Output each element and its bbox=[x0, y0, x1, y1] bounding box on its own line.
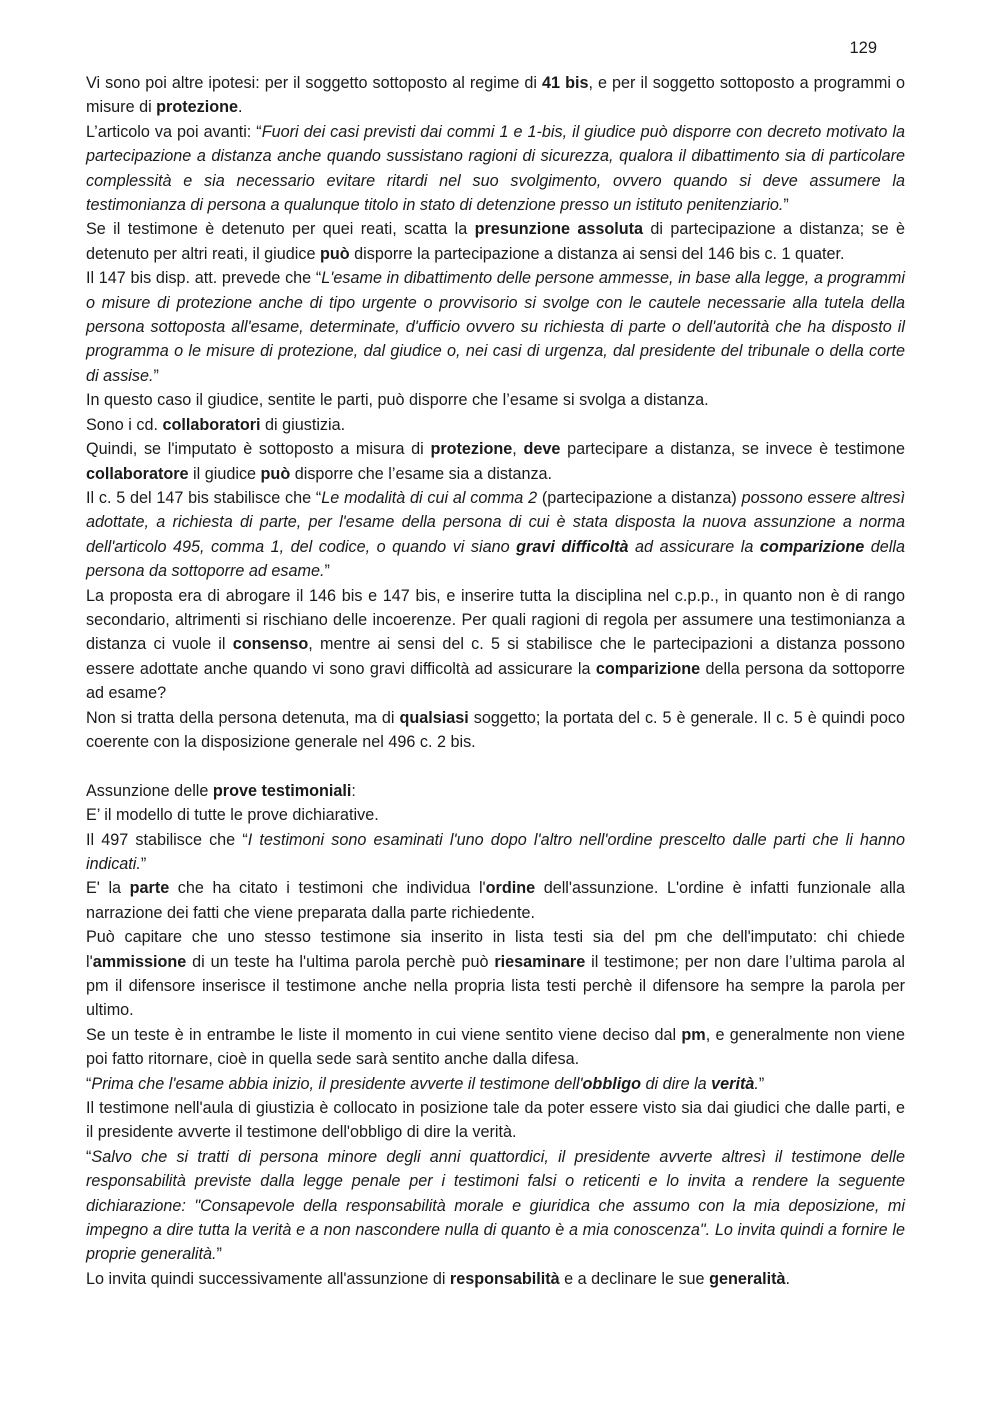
paragraph bbox=[86, 266, 905, 388]
blank-line bbox=[86, 754, 905, 778]
bold-text: parte bbox=[129, 879, 170, 898]
paragraph bbox=[86, 925, 905, 1023]
italic-text: Prima che l'esame abbia inizio, il presidente avverte il testimone dell' bbox=[91, 1074, 583, 1093]
bold-text: generalità bbox=[709, 1269, 786, 1288]
text-run: soggetto; la portata del c. 5 è generale. Il c. 5 è quindi poco coerente con la disposizione generale nel 496 c. 2 bis. bbox=[86, 708, 905, 751]
italic-text: I testimoni sono esaminati l'uno dopo l'altro nell'ordine prescelto dalle parti che li hanno indicati. bbox=[86, 830, 905, 873]
paragraph bbox=[86, 437, 905, 486]
bold-text: protezione bbox=[430, 440, 513, 459]
text-run: Se un teste è in entrambe le liste il momento in cui viene sentito viene deciso dal bbox=[86, 1025, 682, 1044]
text-run: ” bbox=[153, 366, 159, 385]
italic-text: ad assicurare la bbox=[628, 537, 760, 556]
bold-text: può bbox=[260, 464, 291, 483]
italic-text: . bbox=[754, 1074, 759, 1093]
text-run: dell'assunzione. L'ordine è infatti funzionale alla narrazione dei fatti che viene preparata dalla parte richiedente. bbox=[86, 879, 906, 922]
bold-text: verità bbox=[711, 1074, 755, 1093]
text-run: “ bbox=[86, 1147, 92, 1166]
text-run: Lo invita quindi successivamente all'assunzione di bbox=[86, 1269, 450, 1288]
bold-text: riesaminare bbox=[494, 952, 586, 971]
paragraph bbox=[86, 876, 905, 925]
paragraph bbox=[86, 1096, 905, 1145]
text-run: disporre la partecipazione a distanza ai sensi del 146 bis c. 1 quater. bbox=[349, 244, 845, 263]
text-run: Vi sono poi altre ipotesi: per il soggetto sottoposto al regime di bbox=[86, 74, 543, 92]
text-run: ” bbox=[140, 854, 147, 873]
text-run: che ha citato i testimoni che individua l' bbox=[169, 879, 486, 898]
text-run: Sono i cd. bbox=[86, 415, 163, 434]
paragraph bbox=[86, 1145, 905, 1267]
text-run: Il c. 5 del 147 bis stabilisce che “ bbox=[86, 488, 322, 507]
text-run: e a declinare le sue bbox=[559, 1269, 710, 1288]
italic-text: L'esame in dibattimento delle persone ammesse, in base alla legge, a programmi o misure di protezione anche di tipo urgente o provvisorio si svolge con le cautele necessarie alla tutela della persona sottoposta all'esame, determinate, d'ufficio ovvero su richiesta di parte o dell'autorità che ha disposto il programma o le misure di protezione, dal giudice o, nei casi di urgenza, dal presidente del tribunale o della corte di assise. bbox=[86, 269, 905, 385]
paragraph bbox=[86, 803, 905, 827]
bold-text: può bbox=[319, 244, 350, 263]
text-run: Quindi, se l'imputato è sottoposto a misura di bbox=[86, 440, 431, 459]
text-run: . bbox=[238, 98, 243, 117]
text-run: Assunzione delle bbox=[86, 781, 213, 800]
text-run: Se il testimone è detenuto per quei reati, scatta la bbox=[86, 220, 475, 239]
text-run: (partecipazione a distanza) bbox=[537, 488, 742, 507]
bold-text: comparizione bbox=[595, 659, 701, 678]
bold-text: prove testimoniali bbox=[212, 781, 352, 800]
italic-text: possono essere altresì adottate, a richiesta di parte, per l'esame della persona di cui è stata disposta la nuova assunzione a norma dell'articolo 495, comma 1, del codice, o quando vi siano bbox=[86, 488, 905, 556]
bold-text: qualsiasi bbox=[399, 708, 469, 727]
paragraph bbox=[86, 1267, 905, 1291]
page-number: 129 bbox=[849, 39, 877, 57]
text-run: Il 497 stabilisce che “ bbox=[86, 830, 248, 849]
italic-text: Salvo che si tratti di persona minore degli anni quattordici, il presidente avverte altresì il testimone delle responsabilità previste dalla legge penale per i testimoni falsi o reticenti e lo invita a rendere la seguente dichiarazione: "Consapevole della responsabilità morale e giuridica che assumo con la mia deposizione, mi impegno a dire tutta la verità e a non nascondere nulla di quanto è a mia conoscenza". Lo invita quindi a fornire le proprie generalità. bbox=[86, 1147, 905, 1264]
text-run: di un teste ha l'ultima parola perchè può bbox=[186, 952, 495, 971]
paragraph bbox=[86, 1023, 905, 1072]
bold-text: gravi difficoltà bbox=[516, 537, 629, 556]
bold-text: comparizione bbox=[759, 537, 865, 556]
bold-text: protezione bbox=[156, 98, 239, 117]
text-run: Non si tratta della persona detenuta, ma di bbox=[86, 708, 400, 727]
text-run: di giustizia. bbox=[260, 415, 346, 434]
italic-text: della persona da sottoporre ad esame. bbox=[86, 537, 905, 581]
bold-text: presunzione assoluta bbox=[474, 220, 644, 239]
text-run: il testimone; per non dare l’ultima parola al pm il difensore inserisce il testimone anche nella propria lista testi perchè il difensore ha sempre la parola per ultimo. bbox=[86, 952, 905, 1020]
paragraph bbox=[86, 584, 905, 706]
text-run: : bbox=[351, 781, 356, 800]
text-run: E' la bbox=[86, 879, 130, 898]
text-run: ” bbox=[758, 1074, 765, 1093]
paragraph bbox=[86, 388, 905, 412]
text-run: , e generalmente non viene poi fatto ritornare, cioè in quella sede sarà sentito anche dalla difesa. bbox=[86, 1025, 905, 1069]
text-run: E’ il modello di tutte le prove dichiarative. bbox=[86, 806, 379, 825]
text-run: della persona da sottoporre ad esame? bbox=[86, 659, 906, 703]
bold-text: pm bbox=[681, 1025, 706, 1044]
text-run: Può capitare che uno stesso testimone sia inserito in lista testi sia del pm che dell'imputato: chi chiede l' bbox=[86, 928, 905, 971]
text-run: “ bbox=[86, 1074, 92, 1093]
paragraph bbox=[86, 1072, 905, 1096]
text-run: il giudice bbox=[188, 464, 261, 483]
text-run: disporre che l’esame sia a distanza. bbox=[290, 464, 553, 483]
text-run: di partecipazione a distanza; se è detenuto per altri reati, il giudice bbox=[86, 220, 906, 263]
bold-text: collaboratore bbox=[86, 464, 189, 483]
text-run: , e per il soggetto sottoposto a programmi o misure di bbox=[86, 74, 905, 117]
text-run: In questo caso il giudice, sentite le parti, può disporre che l’esame si svolga a distanza. bbox=[86, 391, 709, 410]
bold-text: obbligo bbox=[582, 1074, 641, 1093]
bold-text: responsabilità bbox=[449, 1269, 560, 1288]
bold-text: ordine bbox=[485, 879, 536, 898]
bold-text: deve bbox=[523, 440, 561, 459]
paragraph bbox=[86, 120, 905, 218]
text-run: partecipare a distanza, se invece è testimone bbox=[560, 440, 905, 459]
bold-text: consenso bbox=[232, 635, 309, 654]
paragraph bbox=[86, 217, 905, 266]
text-run: , mentre ai sensi del c. 5 si stabilisce che le partecipazioni a distanza possono essere adottate anche quando vi sono gravi difficoltà ad assicurare la bbox=[86, 635, 905, 678]
text-run: . bbox=[785, 1269, 791, 1288]
paragraph bbox=[86, 413, 905, 437]
paragraph bbox=[86, 71, 905, 120]
bold-text: ammissione bbox=[92, 952, 187, 971]
text-run: La proposta era di abrogare il 146 bis e 147 bis, e inserire tutta la disciplina nel c.p.p., in quanto non è di rango secondario, altrimenti si rischiano delle incoerenze. Per quali ragioni di regola per assumere una testimonianza a distanza ci vuole il bbox=[86, 586, 905, 654]
paragraph bbox=[86, 486, 905, 584]
bold-text: 41 bis bbox=[542, 74, 589, 92]
paragraph bbox=[86, 706, 905, 755]
text-run: ” bbox=[783, 196, 789, 215]
text-run: L’articolo va poi avanti: “ bbox=[86, 122, 262, 141]
text-run: Il testimone nell'aula di giustizia è collocato in posizione tale da poter essere visto sia dai giudici che dalle parti, e il presidente avverte il testimone dell'obbligo di dire la verità. bbox=[86, 1099, 905, 1142]
text-run: , bbox=[512, 440, 524, 459]
italic-text: di dire la bbox=[640, 1074, 712, 1093]
italic-text: Fuori dei casi previsti dai commi 1 e 1-bis, il giudice può disporre con decreto motivato la partecipazione a distanza anche quando sussistano ragioni di sicurezza, qualora il dibattimento sia di particolare complessità e sia necessario evitare ritardi nel suo svolgimento, ovvero quando si deve assumere la testimonianza di persona a qualunque titolo in stato di detenzione presso un istituto penitenziario. bbox=[86, 122, 905, 215]
paragraph bbox=[86, 828, 905, 877]
text-run: ” bbox=[324, 562, 330, 581]
paragraph bbox=[86, 779, 905, 803]
text-run: ” bbox=[216, 1245, 222, 1264]
italic-text: Le modalità di cui al comma 2 bbox=[321, 488, 538, 507]
bold-text: collaboratori bbox=[162, 415, 261, 434]
document-body bbox=[86, 71, 905, 1291]
text-run: Il 147 bis disp. att. prevede che “ bbox=[86, 269, 322, 288]
